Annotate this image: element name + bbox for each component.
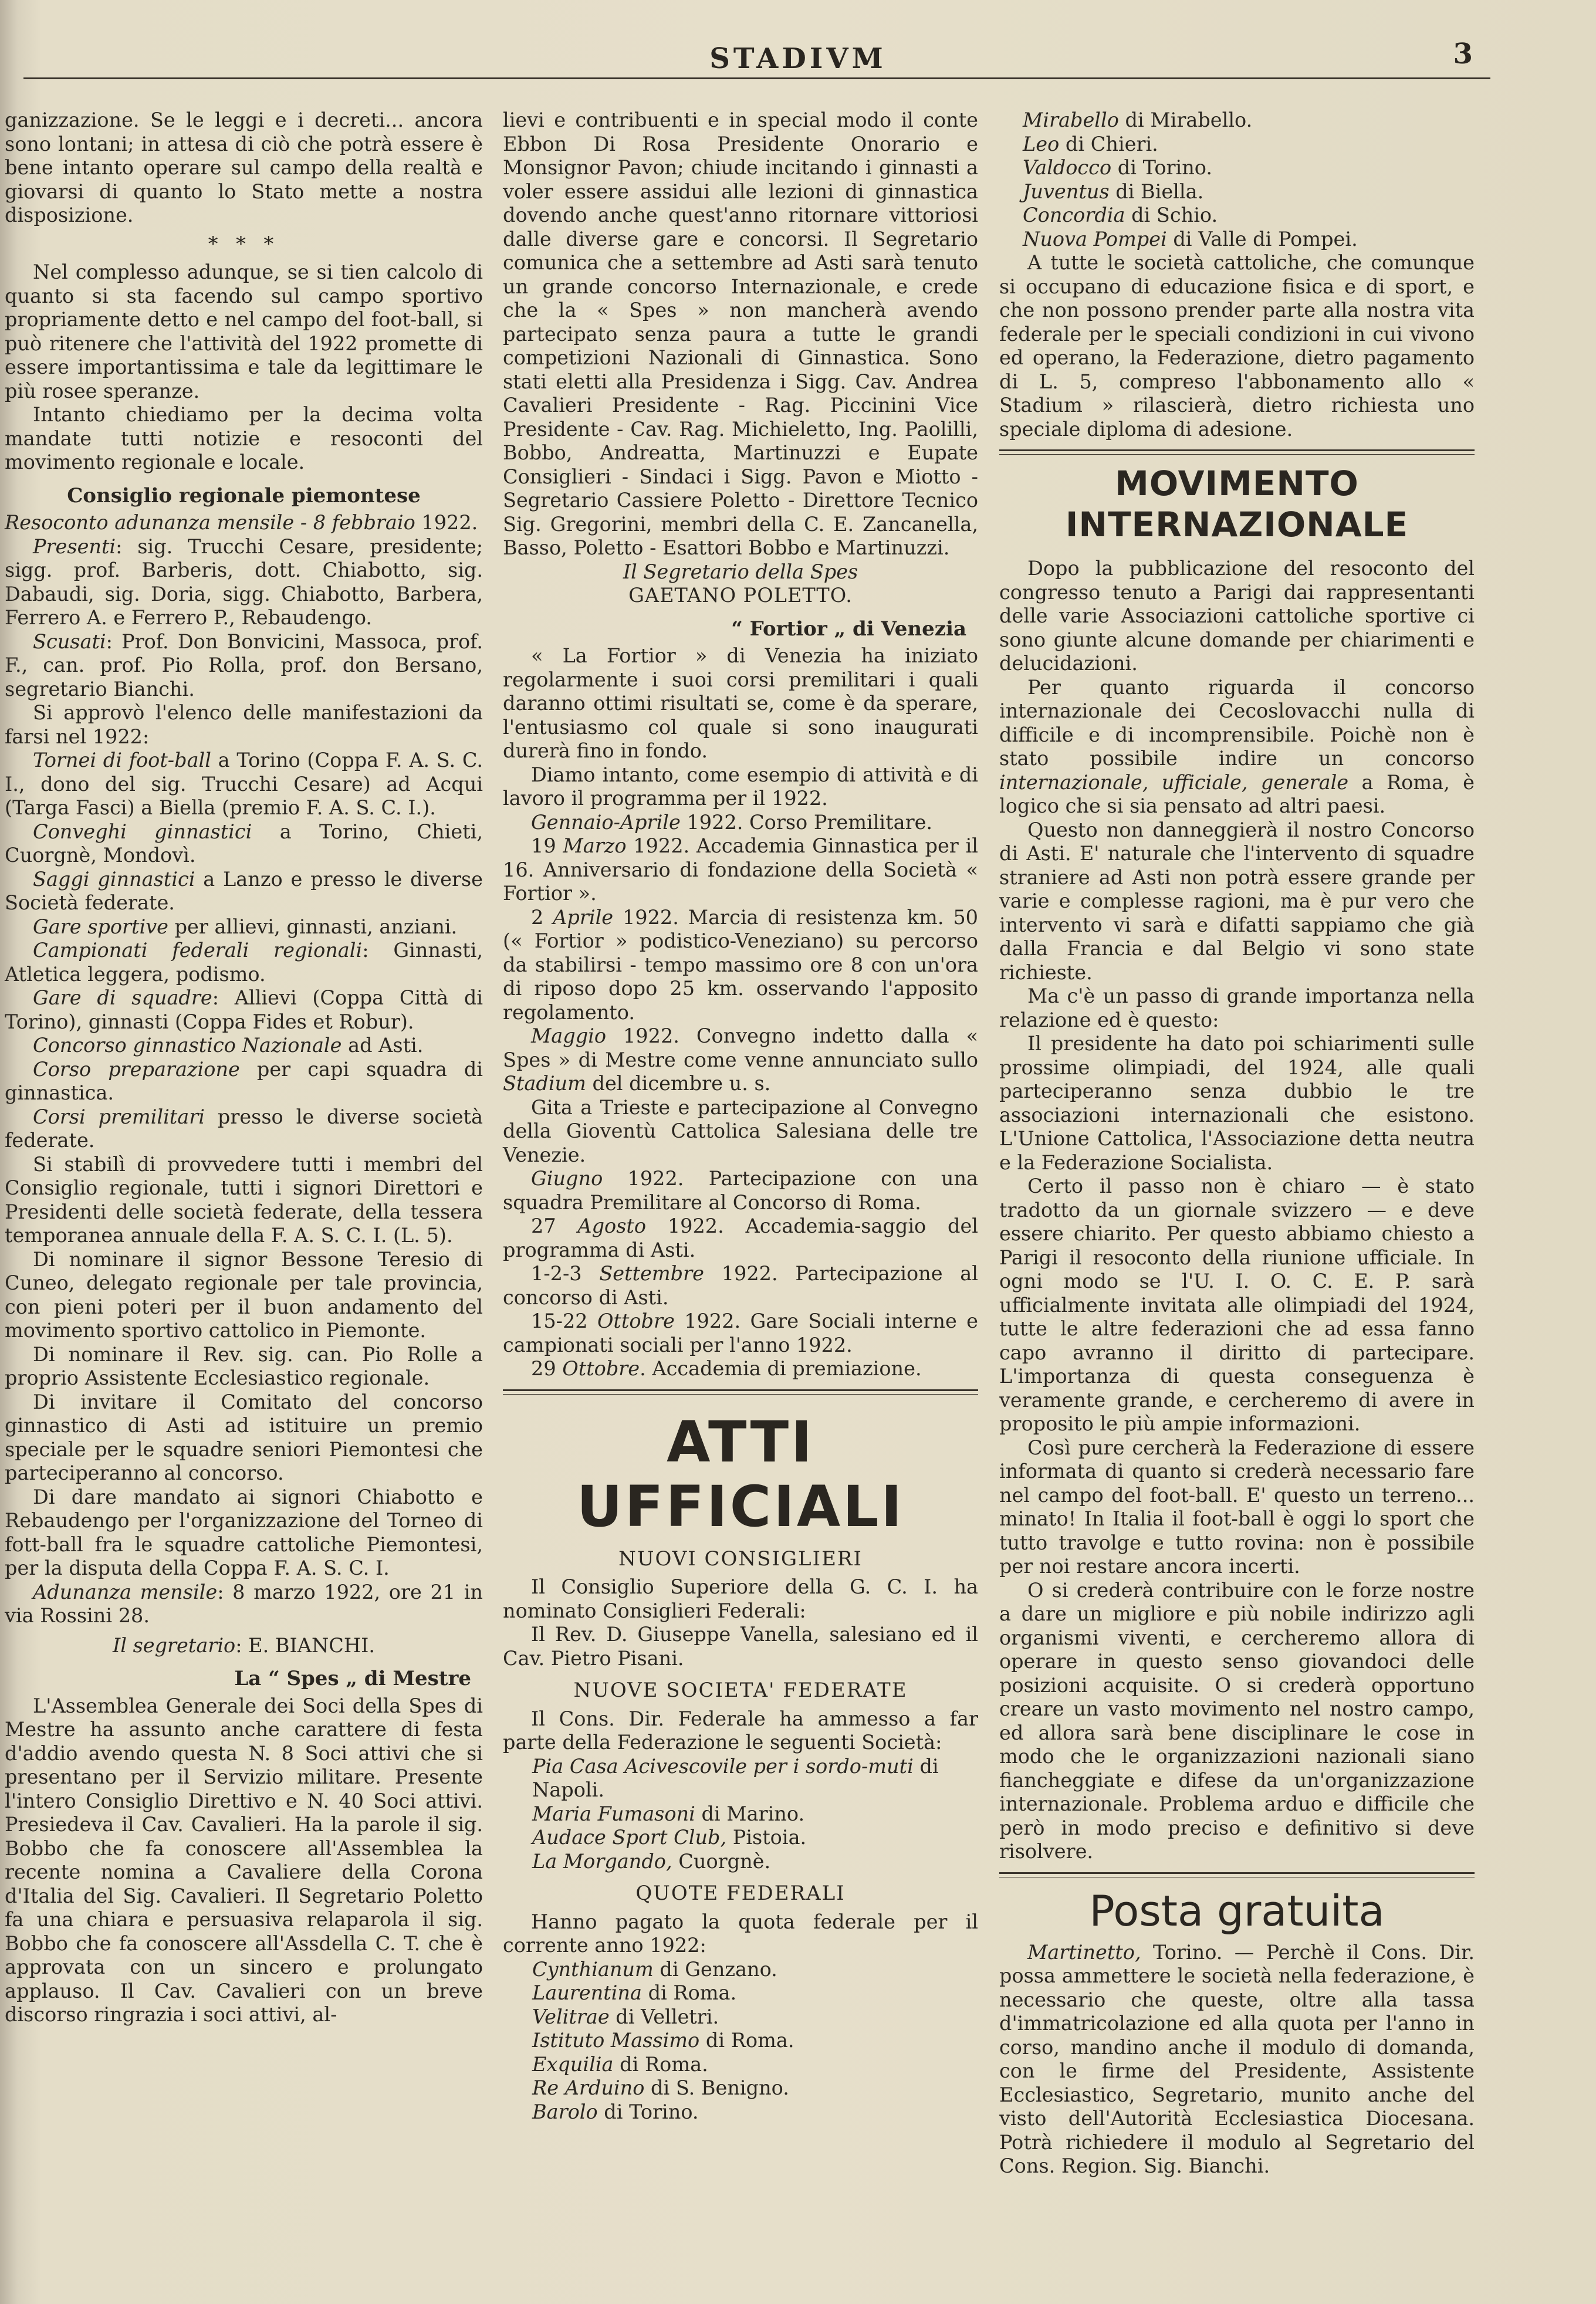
text-italic: Presenti [33, 534, 116, 558]
paragraph [5, 1058, 483, 1105]
text-italic: Nuova Pompei [1023, 227, 1167, 251]
header-rule [23, 77, 1490, 79]
quota-list-continued [999, 109, 1475, 251]
paragraph [5, 630, 483, 702]
text: per allievi, ginnasti, anziani. [168, 915, 458, 938]
masthead: STADIVM [709, 42, 887, 75]
text-italic: Maggio [531, 1024, 607, 1047]
text: di Mirabello. [1118, 109, 1253, 131]
text-italic: Exquilia [532, 2052, 614, 2076]
text: di Roma. [613, 2052, 708, 2076]
text: 29 [531, 1357, 563, 1380]
page-header [0, 35, 1596, 82]
paragraph: Di dare mandato ai signori Chiabotto e Rebaudengo per l'organizzazione del Torneo di fott-ball fra le squadre cattoliche Piemontesi, per la disputa della Coppa F. A. S. C. I. [5, 1485, 483, 1579]
text: a Torino, Chieti, Cuorgnè, Mondovì. [5, 820, 483, 867]
text-italic: Valdocco [1023, 156, 1112, 179]
text-italic: Concorso ginnastico Nazionale [33, 1034, 342, 1057]
subsection-heading: QUOTE FEDERALI [635, 1882, 846, 1905]
section-title: Posta gratuita [1089, 1886, 1385, 1936]
text-italic: Corsi premilitari [33, 1105, 205, 1128]
paragraph: Di invitare il Comitato del concorso ginnastico di Asti ad istituire un premio speciale per le squadre seniori Piemontesi che parteciperanno al concorso. [5, 1390, 483, 1484]
text-italic: Gennaio-Aprile [531, 810, 681, 834]
text: di S. Benigno. [644, 2076, 789, 2099]
programme-item [503, 834, 978, 906]
paragraph: Si approvò l'elenco delle manifestazioni da farsi nel 1922: [5, 701, 483, 748]
text: ad Asti. [341, 1034, 424, 1057]
text-italic: Saggi ginnastici [33, 867, 195, 891]
text-italic: Ottobre [597, 1310, 675, 1332]
paragraph [5, 939, 483, 986]
text: 27 [531, 1214, 578, 1237]
section-rule [999, 449, 1475, 455]
paragraph [5, 1034, 483, 1058]
text: 1922. Convegno indetto dalla « Spes » di Mestre come venne annunciato sullo [503, 1024, 978, 1071]
text-italic: Marzo [563, 834, 627, 857]
text-italic: Pia Casa Acivescovile per i sordo-muti [532, 1754, 914, 1778]
text-italic: Campionati federali regionali [33, 939, 363, 962]
section-heading: “ Fortior „ di Venezia [731, 617, 966, 641]
text-italic: Velitrae [532, 2005, 610, 2028]
text-italic: Il segretario [112, 1633, 236, 1657]
list-item [503, 2053, 978, 2077]
text: di Roma. [641, 1981, 737, 2004]
text: di Genzano. [653, 1957, 777, 1981]
text-italic: Gare sportive [33, 915, 168, 938]
text: 1922. [415, 511, 478, 534]
text: : 8 marzo 1922, ore 21 in via Rossini 28. [5, 1580, 483, 1627]
paragraph [5, 820, 483, 868]
text: Per quanto riguarda il concorso internazionale dei Cecoslovacchi nulla di difficile e di incomprensibile. Poichè non è stato possibile indire un concorso [999, 675, 1475, 770]
paragraph [5, 915, 483, 939]
programme-item [503, 811, 978, 835]
text: 2 [531, 905, 553, 929]
list-item [503, 2029, 978, 2053]
paragraph: Il Rev. D. Giuseppe Vanella, salesiano ed il Cav. Pietro Pisani. [503, 1623, 978, 1670]
text: di Roma. [699, 2029, 794, 2052]
list-item [999, 204, 1475, 228]
text: di Schio. [1125, 204, 1218, 226]
text: di Biella. [1109, 180, 1204, 203]
signature-title: Il Segretario della Spes [623, 560, 858, 583]
paragraph: Di nominare il Rev. sig. can. Pio Rolle a proprio Assistente Ecclesiastico regionale. [5, 1342, 483, 1389]
text-italic: Stadium [503, 1072, 586, 1095]
text: del dicembre u. s. [586, 1072, 771, 1095]
paragraph: L'Assemblea Generale dei Soci della Spes di Mestre ha assunto anche carattere di festa d'addio avendo questa N. 8 Soci attivi che si presentano per il Servizio militare. Presente l'intero Consiglio Direttivo e N. 40 Soci attivi. Presiedeva il Cav. Cavalieri. Ha la parole il sig. Bobbo che fa conoscere all'Assemblea la recente nomina a Cavaliere della Corona d'Italia del Sig. Cavalieri. Il Segretario Poletto fa una chiara e persuasiva relaparola il sig. Bobbo che fa conoscere all'Assdella C. T. che è approvata con un sincero e prolungato applauso. Il Cav. Cavalieri con un breve discorso ringrazia i soci attivi, al- [5, 1694, 483, 2026]
text-italic: Ottobre [562, 1357, 640, 1380]
text-italic: internazionale, ufficiale, generale [999, 770, 1349, 794]
text: 1922. Corso Premilitare. [680, 810, 933, 834]
paragraph: Dopo la pubblicazione del resoconto del congresso tenuto a Parigi dai rappresentanti delle varie Associazioni cattoliche sportive ci sono giunte alcune domande per chiarimenti e delucidazioni. [999, 557, 1475, 675]
text: : sig. Trucchi Cesare, presidente; sigg. prof. Barberis, dott. Chiabotto, sig. Dabaudi, sig. Doria, sigg. Chiabotto, Barbera, Ferrero A. e Ferrero P., Rebaudengo. [5, 534, 483, 629]
text-italic: La Morgando, [532, 1849, 672, 1873]
section-divider: * * * [208, 232, 280, 255]
text: presso le diverse società federate. [5, 1105, 483, 1152]
text: di Valle di Pompei. [1166, 227, 1358, 251]
text-italic: Cynthianum [532, 1957, 654, 1981]
paragraph [999, 1941, 1475, 2178]
text-italic: Corso preparazione [33, 1057, 240, 1081]
paragraph: A tutte le società cattoliche, che comunque si occupano di educazione fisica e di sport, e che non possono prender parte alla nostra vita federale per le speciali condizioni in cui vivono ed operano, la Federazione, dietro pagamento di L. 5, compreso l'abbonamento allo « Stadium » rilascierà, dietro richiesta uno speciale diploma di adesione. [999, 251, 1475, 441]
text: di Velletri. [609, 2005, 719, 2028]
text-italic: Concordia [1023, 204, 1125, 226]
paragraph: lievi e contribuenti e in special modo il conte Ebbon Di Rosa Presidente Onorario e Monsignor Pavon; chiude incitando i ginnasti a voler essere assidui alle lezioni di ginnastica dovendo anche quest'anno ritornare vittoriosi dalle diverse gare e concorsi. Il Segretario comunica che a settembre ad Asti sarà tenuto un grande concorso Internazionale, e crede che la « Spes » non mancherà avendo partecipato senza paura a tutte le grandi competizioni Nazionali di Ginnastica. Sono stati eletti alla Presidenza i Sigg. Cav. Andrea Cavalieri Presidente - Rag. Piccinini Vice Presidente - Cav. Rag. Michieletto, Ing. Paolilli, Bobbo, Andreatta, Martinuzzi e Eupate Consiglieri - Sindaci i Sigg. Pavon e Miotto - Segretario Cassiere Poletto - Direttore Tecnico Sig. Gregorini, membri della C. E. Zancanella, Basso, Poletto - Esattori Bobbo e Martinuzzi. [503, 109, 978, 559]
text: di Torino. [597, 2100, 699, 2123]
paragraph: « La Fortior » di Venezia ha iniziato regolarmente i suoi corsi premilitari i quali daranno ottimi risultati se, come è da sperare, l'entusiasmo col quale si sono inaugurati durerà fino in fondo. [503, 644, 978, 762]
paragraph [5, 535, 483, 630]
list-item [999, 180, 1475, 204]
text: di Napoli. [532, 1754, 939, 1801]
text-italic: Laurentina [532, 1981, 642, 2004]
section-heading: La “ Spes „ di Mestre [234, 1667, 471, 1690]
column-3 [999, 109, 1475, 2178]
paragraph [5, 986, 483, 1034]
paragraph [5, 511, 483, 535]
text-italic: Maria Fumasoni [532, 1802, 695, 1825]
list-item [503, 2100, 978, 2124]
text-italic: Settembre [599, 1262, 704, 1285]
page-number: 3 [1453, 38, 1473, 70]
text: a Lanzo e presso le diverse Società federate. [5, 867, 483, 914]
text-italic: Re Arduino [532, 2076, 645, 2099]
programme-item [503, 1310, 978, 1357]
text-italic: Leo [1023, 132, 1060, 155]
text-italic: Scusati [33, 630, 106, 653]
list-item [503, 1958, 978, 1982]
text-italic: Barolo [532, 2100, 598, 2123]
text: di Marino. [695, 1802, 805, 1825]
text: a Roma, è logico che si sia pensato ad altri paesi. [999, 770, 1475, 817]
list-item [503, 1850, 978, 1874]
text-italic: Agosto [577, 1214, 647, 1237]
text-italic: Resoconto adunanza mensile - 8 febbraio [5, 511, 415, 534]
paragraph: Nel complesso adunque, se si tien calcolo di quanto si sta facendo sul campo sportivo propriamente detto e nel campo del foot-ball, si può ritenere che l'attività del 1922 promette di essere importantissima e tale da legittimare le più rosee speranze. [5, 260, 483, 402]
list-item [503, 2076, 978, 2100]
subsection-heading: NUOVE SOCIETA' FEDERATE [573, 1679, 908, 1702]
paragraph: Intanto chiediamo per la decima volta mandate tutti notizie e resoconti del movimento regionale e locale. [5, 403, 483, 473]
text-italic: Gare di squadre [33, 986, 212, 1009]
text: a Torino (Coppa F. A. S. C. I., dono del sig. Trucchi Cesare) ad Acqui (Targa Fasci) a Biella (premio F. A. S. C. I.). [5, 749, 483, 819]
text-italic: Giugno [531, 1167, 603, 1190]
text-italic: Aprile [553, 905, 614, 929]
text-italic: Mirabello [1023, 109, 1119, 131]
paragraph [5, 749, 483, 820]
quota-list [503, 1958, 978, 2124]
text: 1922. Partecipazione al concorso di Asti. [503, 1262, 978, 1309]
paragraph: Ma c'è un passo di grande importanza nella relazione ed è questo: [999, 984, 1475, 1031]
text: Cuorgnè. [672, 1849, 771, 1873]
list-item [503, 1802, 978, 1826]
paragraph: Di nominare il signor Bessone Teresio di Cuneo, delegato regionale per tale provincia, con pieni poteri per il buon andamento del movimento sportivo cattolico in Piemonte. [5, 1247, 483, 1342]
paragraph [5, 1105, 483, 1153]
signature-name: GAETANO POLETTO. [628, 584, 853, 607]
paragraph: ganizzazione. Se le leggi e i decreti... ancora sono lontani; in attesa di ciò che potrà essere è bene intanto operare sul campo della realtà e giovarsi di quanto lo Stato mette a nostra disposizione. [5, 109, 483, 226]
list-item [503, 1826, 978, 1850]
programme-item [503, 1214, 978, 1262]
text: 1922. Accademia Ginnastica per il 16. Anniversario di fondazione della Società « Fortior ». [503, 834, 978, 905]
paragraph: Il presidente ha dato poi schiarimenti sulle prossime olimpiadi, del 1924, alle quali parteciperanno senza dubbio le tre associazioni internazionali che esistono. L'Unione Cattolica, l'Associazione detta neutra e la Federazione Socialista. [999, 1032, 1475, 1174]
column-1 [5, 109, 483, 2027]
text: 15-22 [531, 1310, 597, 1332]
programme-item: Gita a Trieste e partecipazione al Convegno della Gioventù Cattolica Salesiana delle tre Venezie. [503, 1095, 978, 1166]
section-rule [999, 1872, 1475, 1877]
section-title: ATTI UFFICIALI [576, 1409, 905, 1540]
paragraph: Certo il passo non è chiaro — è stato tradotto da un giornale svizzero — e deve essere chiarito. Per questo abbiamo chiesto a Parigi il resoconto della riunione ufficiale. In ogni modo se l'U. I. O. C. E. P. sarà ufficialmente invitata alle olimpiadi del 1924, tutte le altre federazioni che ad essa fanno capo avranno il diritto di partecipare. L'importanza di questa conseguenza è veramente grande, e cercheremo di avere in proposito le più ampie informazioni. [999, 1175, 1475, 1435]
paragraph: Hanno pagato la quota federale per il corrente anno 1922: [503, 1910, 978, 1957]
signature [5, 1634, 483, 1658]
text: : Allievi (Coppa Città di Torino), ginnasti (Coppa Fides et Robur). [5, 986, 483, 1033]
subsection-heading: NUOVI CONSIGLIERI [618, 1547, 863, 1571]
text-italic: Istituto Massimo [532, 2029, 700, 2052]
text: di Torino. [1111, 156, 1213, 179]
text: 1922. Partecipazione con una squadra Premilitare al Concorso di Roma. [503, 1167, 978, 1214]
text: : Prof. Don Bonvicini, Massoca, prof. F., can. prof. Pio Rolla, prof. don Bersano, segretario Bianchi. [5, 630, 483, 701]
section-title: MOVIMENTO INTERNAZIONALE [1065, 463, 1409, 544]
programme-item [503, 1262, 978, 1310]
text: Pistoia. [726, 1826, 807, 1849]
programme-item [503, 1024, 978, 1096]
text: per capi squadra di ginnastica. [5, 1057, 483, 1104]
paragraph [5, 868, 483, 915]
paragraph: Si stabilì di provvedere tutti i membri del Consiglio regionale, tutti i signori Direttori e Presidenti delle società federate, della tessera temporanea annuale della F. A. S. C. I. (L. 5). [5, 1152, 483, 1247]
list-item [503, 1755, 978, 1802]
list-item [999, 109, 1475, 133]
section-rule [503, 1389, 978, 1395]
section-heading: Consiglio regionale piemontese [67, 483, 421, 508]
text: 1922. Accademia-saggio del programma di Asti. [503, 1214, 978, 1261]
programme-item [503, 1167, 978, 1214]
text: 1922. Gare Sociali interne e campionati sociali per l'anno 1922. [503, 1310, 979, 1356]
column-2 [503, 109, 978, 2124]
text-italic: Adunanza mensile [33, 1580, 218, 1603]
text-italic: Martinetto, [1027, 1940, 1141, 1964]
text: di Chieri. [1059, 132, 1158, 155]
paragraph [5, 1581, 483, 1628]
list-item [503, 2005, 978, 2029]
paragraph: Diamo intanto, come esempio di attività e di lavoro il programma per il 1922. [503, 763, 978, 810]
text-italic: Conveghi ginnastici [33, 820, 252, 843]
text: : Ginnasti, Atletica leggera, podismo. [5, 939, 483, 986]
paragraph: Il Consiglio Superiore della G. C. I. ha nominato Consiglieri Federali: [503, 1575, 978, 1622]
society-list [503, 1755, 978, 1874]
text-italic: Audace Sport Club, [532, 1826, 727, 1849]
text: 19 [531, 834, 563, 857]
list-item [999, 133, 1475, 157]
paragraph: Questo non danneggierà il nostro Concorso di Asti. E' naturale che l'intervento di squadre straniere ad Asti non potrà essere grande per varie e complesse ragioni, ma è pur vero che intervento vi sarà e difatti sappiamo che già dalla Francia e dal Belgio vi sono state richieste. [999, 818, 1475, 984]
text-italic: Juventus [1023, 180, 1110, 203]
text: . Accademia di premiazione. [640, 1357, 922, 1380]
paragraph: O si crederà contribuire con le forze nostre a dare un migliore e più nobile indirizzo agli organismi viventi, e cercheremo allora di operare in questo senso giovandoci delle posizioni acquisite. O si crederà opportuno creare un vasto movimento nel nostro campo, ed allora sarà bene disciplinare le cose in modo che le organizzazioni nazionali siano fiancheggiate e difese da un'organizzazione internazionale. Problema arduo e difficile che però in modo preciso e definitivo si deve risolvere. [999, 1578, 1475, 1863]
text: Torino. — Perchè il Cons. Dir. possa ammettere le società nella federazione, è necessario che queste, oltre alla tassa d'immatricolazione ed alla quota per l'anno in corso, mandino anche il modulo di domanda, con le firme del Presidente, Assistente Ecclesiastico, Segretario, munito anche del visto dell'Autorità Ecclesiastica Diocesana. Potrà richiedere il modulo al Segretario del Cons. Region. Sig. Bianchi. [999, 1940, 1475, 2177]
text: : E. BIANCHI. [235, 1633, 375, 1657]
paragraph: Così pure cercherà la Federazione di essere informata di quanto si crederà necessario fare nel campo del foot-ball. E' questo un terreno... minato! In Italia il foot-ball è oggi lo sport che tutto travolge e tutto rovina: non è possibile per noi restare ancora incerti. [999, 1436, 1475, 1578]
list-item [999, 228, 1475, 252]
text: 1922. Marcia di resistenza km. 50 (« Fortior » podistico-Veneziano) su percorso da stabilirsi - tempo massimo ore 8 con un'ora di riposo dopo 25 km. osservando l'apposito regolamento. [503, 905, 978, 1024]
list-item [503, 1981, 978, 2005]
list-item [999, 156, 1475, 180]
text: 1-2-3 [531, 1262, 600, 1285]
programme-item [503, 906, 978, 1025]
paragraph: Il Cons. Dir. Federale ha ammesso a far parte della Federazione le seguenti Società: [503, 1707, 978, 1754]
text-italic: Tornei di foot-ball [33, 749, 211, 772]
paragraph [999, 676, 1475, 818]
programme-item [503, 1357, 978, 1381]
